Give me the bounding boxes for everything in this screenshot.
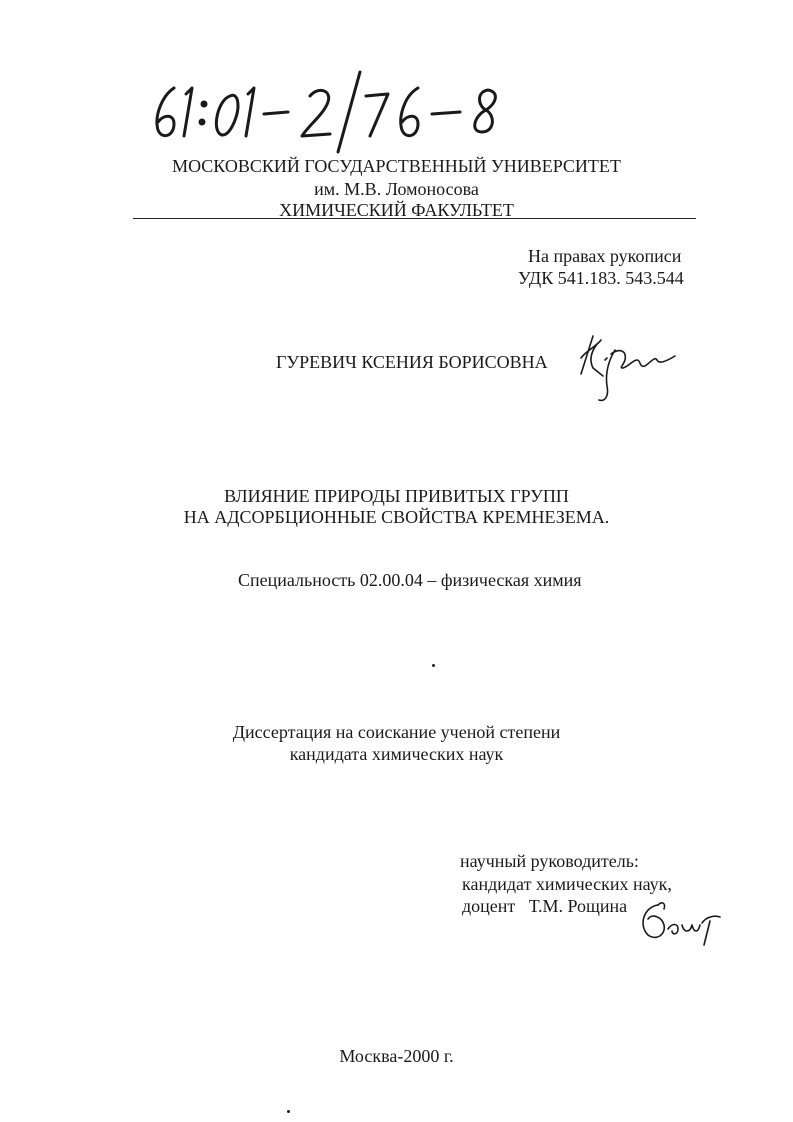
scan-speck [287, 1110, 290, 1113]
udc-code: УДК 541.183. 543.544 [518, 268, 684, 288]
handwritten-catalog-number [148, 66, 538, 156]
degree-line2: кандидата химических наук [289, 744, 504, 764]
specialty: Специальность 02.00.04 – физическая химия [238, 570, 582, 590]
rights-notice: На правах рукописи [528, 246, 682, 266]
dissertation-title-line2: НА АДСОРБЦИОННЫЕ СВОЙСТВА КРЕМНЕЗЕМА. [183, 507, 610, 527]
degree-line1: Диссертация на соискание ученой степени [232, 722, 561, 742]
university-name: МОСКОВСКИЙ ГОСУДАРСТВЕННЫЙ УНИВЕРСИТЕТ [172, 156, 621, 176]
university-named-after: им. М.В. Ломоносова [314, 179, 479, 199]
supervisor-signature [632, 895, 732, 955]
place-and-year: Москва-2000 г. [339, 1046, 454, 1066]
dissertation-title-line1: ВЛИЯНИЕ ПРИРОДЫ ПРИВИТЫХ ГРУПП [224, 486, 569, 506]
supervisor-name: доцент Т.М. Рощина [462, 896, 628, 916]
author-name: ГУРЕВИЧ КСЕНИЯ БОРИСОВНА [276, 352, 548, 372]
scan-speck [432, 664, 435, 667]
header-divider [133, 218, 696, 219]
supervisor-label: научный руководитель: [460, 851, 639, 871]
author-signature [575, 330, 685, 405]
faculty-name: ХИМИЧЕСКИЙ ФАКУЛЬТЕТ [279, 200, 514, 220]
supervisor-degree: кандидат химических наук, [462, 874, 672, 894]
